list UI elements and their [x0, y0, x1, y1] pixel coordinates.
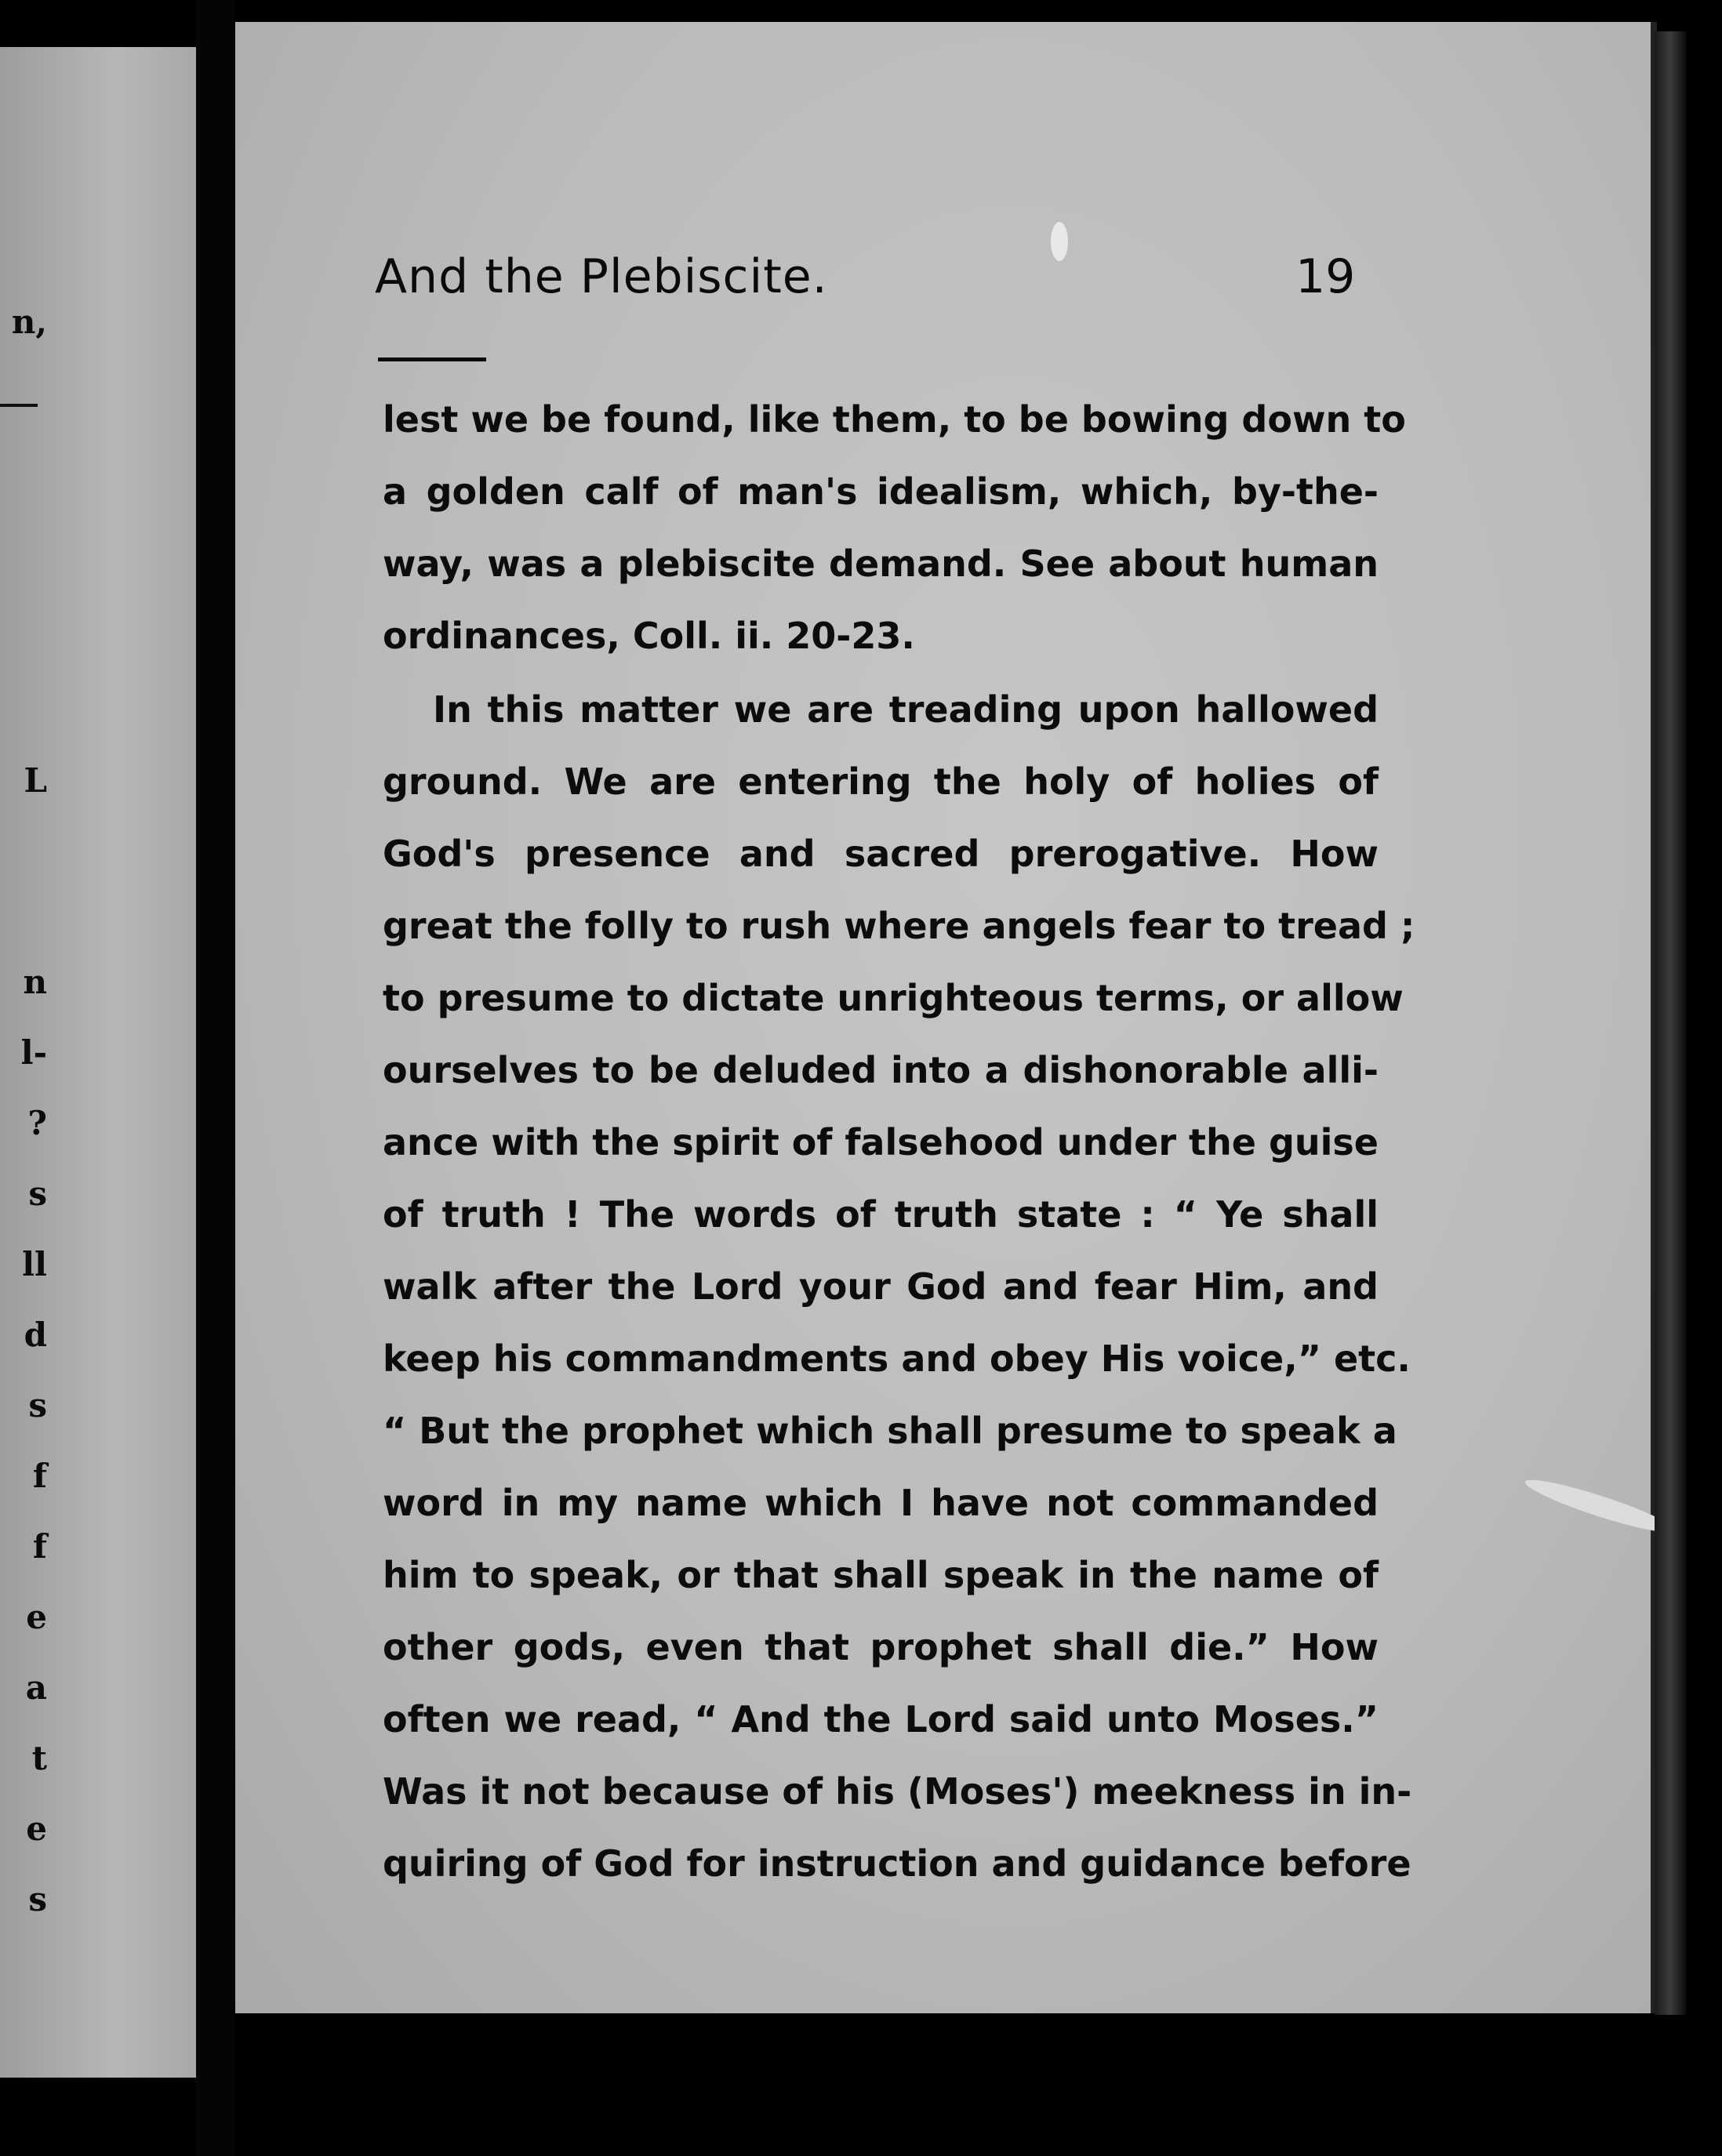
facing-page-fragment: l- [20, 1033, 47, 1072]
text-line: Was it not because of his (Moses') meekness in in- [383, 1770, 1412, 1813]
facing-page-rule [0, 404, 38, 407]
text-line: God's presence and sacred prerogative. How [383, 833, 1379, 875]
text-line: of truth ! The words of truth state : “ Ye shall [383, 1193, 1379, 1236]
text-line: walk after the Lord your God and fear Him, and [383, 1265, 1379, 1308]
facing-page-fragment: L [24, 761, 47, 800]
text-line: ordinances, Coll. ii. 20-23. [383, 615, 915, 657]
text-line: way, was a plebiscite demand. See about human [383, 543, 1379, 585]
facing-page-fragment: e [26, 1809, 47, 1848]
header-rule [378, 358, 486, 361]
page-edge [1655, 31, 1686, 2015]
facing-page-left [0, 47, 196, 2078]
paper-blemish [1051, 222, 1068, 261]
facing-page-fragment: f [32, 1527, 47, 1566]
text-line: keep his commandments and obey His voice,” etc. [383, 1338, 1411, 1380]
text-line: to presume to dictate unrighteous terms, or allow [383, 977, 1404, 1019]
text-line: him to speak, or that shall speak in the name of [383, 1554, 1379, 1596]
facing-page-fragment: ? [27, 1104, 47, 1142]
text-line: In this matter we are treading upon hallowed [433, 688, 1379, 731]
facing-page-fragment: a [25, 1668, 47, 1707]
facing-page-fragment: s [28, 1880, 47, 1918]
facing-page-fragment: t [31, 1739, 47, 1777]
text-line: other gods, even that prophet shall die.” How [383, 1626, 1379, 1668]
text-line: ourselves to be deluded into a dishonorable alli- [383, 1049, 1379, 1091]
text-line: a golden calf of man's idealism, which, by-the- [383, 470, 1379, 513]
text-line: ground. We are entering the holy of holies of [383, 760, 1379, 803]
text-line: word in my name which I have not commanded [383, 1482, 1379, 1524]
text-line: ance with the spirit of falsehood under the guise [383, 1121, 1379, 1163]
text-line: great the folly to rush where angels fear to tread ; [383, 905, 1415, 947]
facing-page-fragment: f [32, 1457, 47, 1495]
facing-page-fragment: e [26, 1598, 47, 1636]
running-head: And the Plebiscite. [375, 249, 828, 304]
facing-page-fragment: n [23, 963, 47, 1001]
facing-page-fragment: s [28, 1174, 47, 1213]
facing-page-fragment: d [24, 1316, 47, 1354]
text-line: often we read, “ And the Lord said unto Moses.” [383, 1698, 1379, 1740]
page-number: 19 [1295, 249, 1356, 304]
text-line: “ But the prophet which shall presume to speak a [383, 1410, 1397, 1452]
text-line: lest we be found, like them, to be bowing down to [383, 398, 1406, 441]
book-gutter [196, 0, 235, 2156]
facing-page-fragment: n, [11, 303, 47, 341]
facing-page-fragment: ll [22, 1245, 47, 1283]
text-line: quiring of God for instruction and guidance before [383, 1842, 1411, 1885]
facing-page-fragment: s [28, 1386, 47, 1425]
